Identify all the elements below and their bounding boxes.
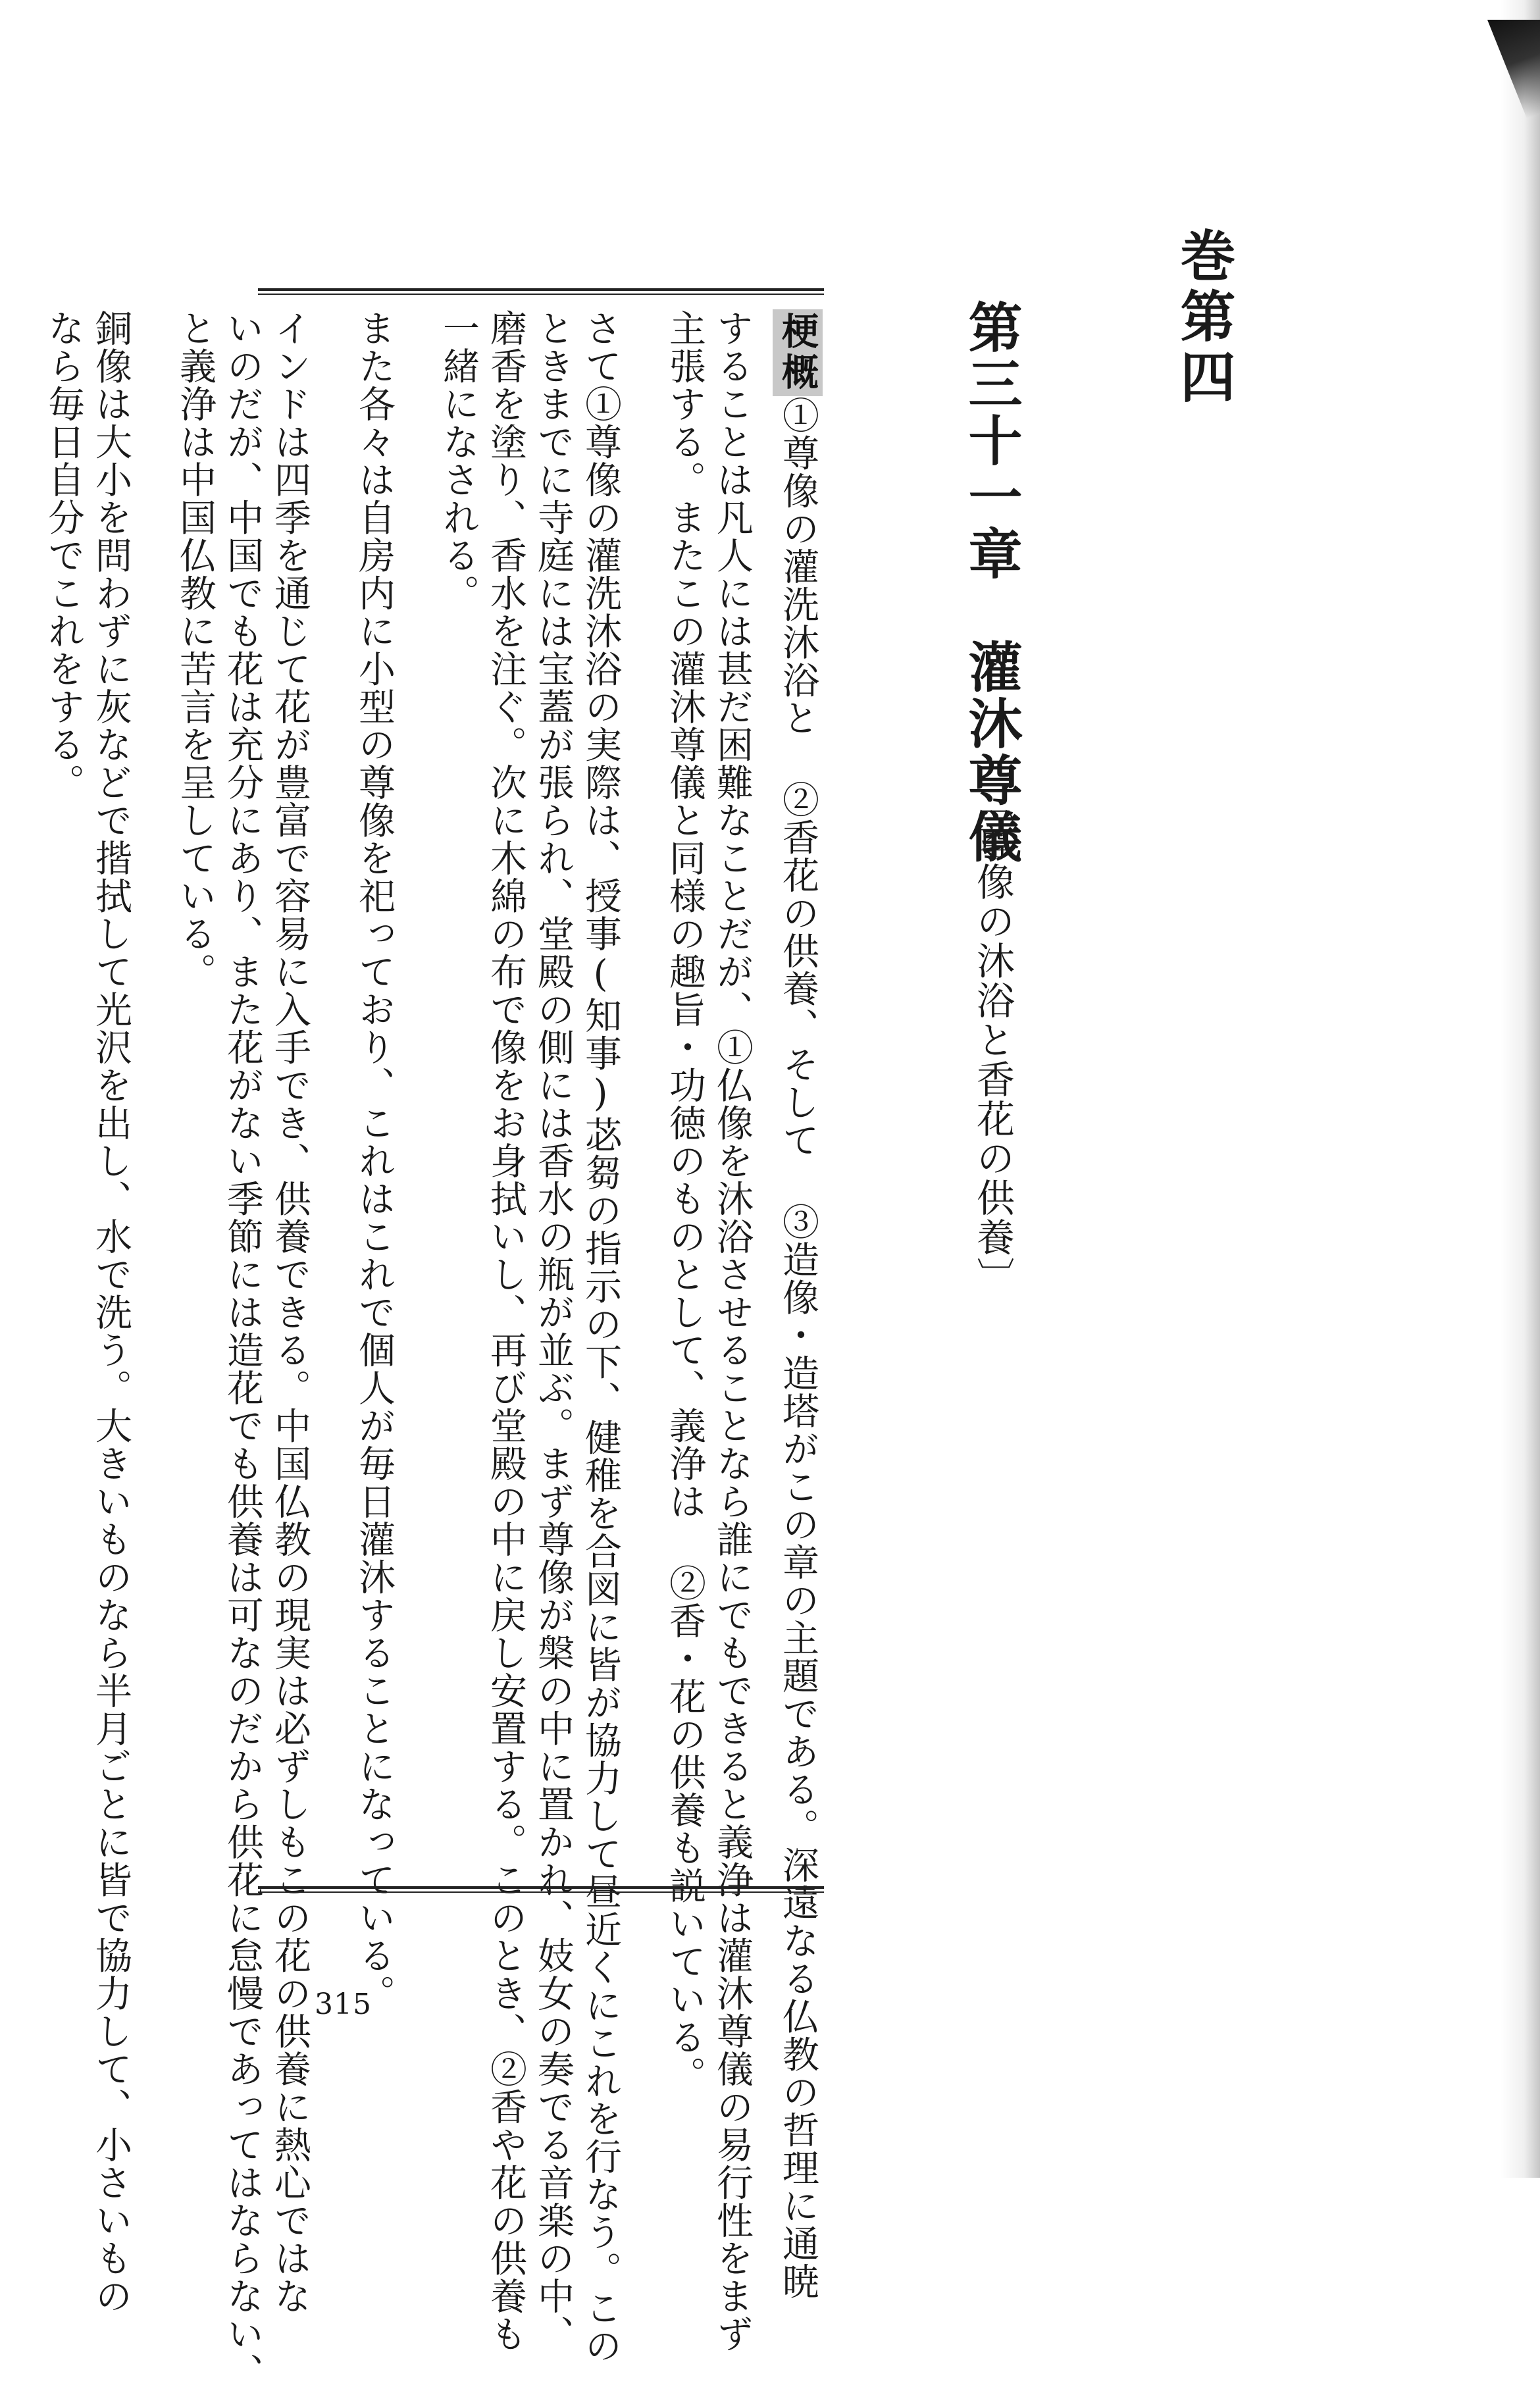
summary-line: 梗概①尊像の灌洗沐浴と ②香花の供養、そして ③造像・造塔がこの章の主題である。深遠なる仏教の哲理に通暁 [756, 309, 823, 1869]
summary-line: 主張する。またこの灌沐尊儀と同様の趣旨・功徳のものとして、義浄は ②香・花の供養も説いている。 [663, 309, 706, 2094]
page-number: 315 [315, 1988, 372, 2021]
summary-bottom-rule [258, 1886, 824, 1893]
chapter-subtitle: 〔尊像の沐浴と香花の供養〕 [970, 783, 1015, 1297]
summary-label: 梗概 [773, 309, 823, 396]
summary-line: インドは四季を通じて花が豊富で容易に入手でき、供養できる。中国仏教の現実は必ずしもこの花の供養に熱心ではな [269, 309, 311, 2315]
summary-line: なら毎日自分でこれをする。 [42, 309, 85, 802]
volume-title: 巻第四 [1171, 227, 1237, 409]
scan-shadow-edge [1501, 0, 1540, 2178]
summary-line: することは凡人には甚だ困難なことだが、①仏像を沐浴させることなら誰にでもできると義浄は灌沐尊儀の易行性をまず [711, 309, 754, 2353]
summary-line: と義浄は中国仏教に苦言を呈している。 [174, 309, 217, 990]
summary-line: また各々は自房内に小型の尊像を祀っており、これはこれで個人が毎日灌沐することになっている。 [353, 309, 396, 2013]
summary-line: いのだが、中国でも花は充分にあり、また花がない季節には造花でも供養は可なのだから供花に怠慢であってはならない、 [221, 309, 264, 2391]
summary-line: ときまでに寺庭には宝蓋が張られ、堂殿の側には香水の瓶が並ぶ。まず尊像が槃の中に置かれ、妓女の奏でる音楽の中、 [532, 309, 575, 2353]
chapter-title: 第三十一章 灌沐尊儀 [960, 299, 1023, 865]
summary-line: 磨香を塗り、香水を注ぐ。次に木綿の布で像をお身拭いし、再び堂殿の中に戻し安置する。このとき、②香や花の供養も [484, 309, 527, 2353]
summary-line: さて①尊像の灌洗沐浴の実際は、授事(知事)苾芻の指示の下、健稚を合図に皆が協力して昼近くにこれを行なう。この [579, 309, 622, 2365]
summary-line: 銅像は大小を問わずに灰などで揩拭して光沢を出し、水で洗う。大きいものなら半月ごとに皆で協力して、小さいもの [90, 309, 132, 2315]
summary-line: 一緒になされる。 [437, 309, 480, 612]
summary-top-rule [258, 288, 824, 295]
